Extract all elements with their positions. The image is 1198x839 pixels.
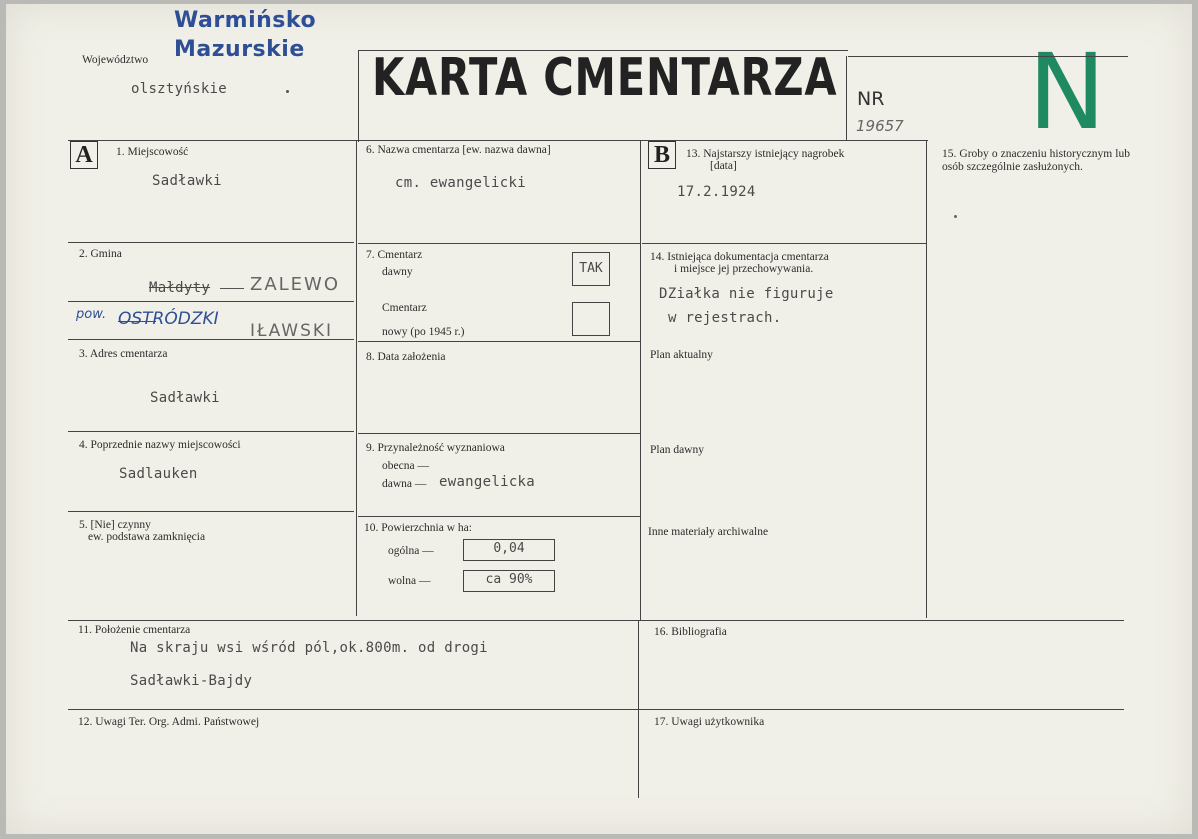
field-10-total-value: 0,04 [463, 539, 555, 561]
nr-label: NR [857, 88, 885, 110]
archives-label: Inne materiały archiwalne [648, 526, 769, 538]
field-9-former-label: dawna — [382, 478, 427, 490]
field-13-label-2: [data] [710, 160, 737, 172]
field-7-old-label: dawny [382, 266, 413, 278]
field-9-label: 9. Przynależność wyznaniowa [366, 442, 505, 454]
field-5-label: 5. [Nie] czynny [79, 519, 151, 531]
field-2-label: 2. Gmina [79, 248, 122, 260]
field-15-label: 15. Groby o znaczeniu historycznym lub osób szczególnie zasłużonych. [942, 148, 1130, 174]
field-2-typed-value: Małdyty [149, 280, 211, 296]
field-3-label: 3. Adres cmentarza [79, 348, 168, 360]
section-a-marker: A [70, 141, 98, 169]
voivodeship-value: olsztyńskie [131, 81, 228, 97]
field-7-new-label: Cmentarz [382, 302, 427, 314]
field-2-handwritten-value: ZALEWO [250, 274, 341, 295]
field-14-value-2: w rejestrach. [668, 310, 782, 326]
field-6-label: 6. Nazwa cmentarza [ew. nazwa dawna] [366, 144, 551, 156]
powiat-value: OSTRÓDZKI [118, 309, 219, 329]
stamp-line-2: Mazurskie [174, 37, 305, 62]
field-1-label: 1. Miejscowość [116, 146, 189, 158]
field-16-label: 16. Bibliografia [654, 626, 727, 638]
field-10-total-label: ogólna — [388, 545, 434, 557]
old-cemetery-checkbox[interactable]: TAK [572, 252, 610, 286]
voivodeship-label: Województwo [82, 54, 149, 66]
field-14-value: DZiałka nie figuruje [659, 286, 834, 302]
field-1-value: Sadławki [152, 173, 222, 189]
field-14-label-2: i miejsce jej przechowywania. [674, 263, 814, 275]
powiat-handwritten-value: IŁAWSKI [250, 321, 334, 341]
cemetery-card [6, 4, 1192, 834]
field-11-value: Na skraju wsi wśród pól,ok.800m. od drogi [130, 640, 488, 656]
field-17-label: 17. Uwagi użytkownika [654, 716, 765, 728]
field-10-label: 10. Powierzchnia w ha: [364, 522, 472, 534]
field-4-value: Sadlauken [119, 466, 198, 482]
field-14-label: 14. Istniejąca dokumentacja cmentarza [650, 251, 829, 263]
powiat-prefix: pow. [76, 307, 107, 322]
field-9-current-label: obecna — [382, 460, 429, 472]
field-8-label: 8. Data założenia [366, 351, 446, 363]
field-10-free-value: ca 90% [463, 570, 555, 592]
field-9-former-value: ewangelicka [439, 474, 536, 490]
nr-value: 19657 [856, 117, 904, 135]
category-letter-n: N [1028, 31, 1106, 153]
field-10-free-label: wolna — [388, 575, 431, 587]
field-3-value: Sadławki [150, 390, 220, 406]
field-5-label-2: ew. podstawa zamknięcia [88, 531, 206, 543]
field-11-value-2: Sadławki-Bajdy [130, 673, 253, 689]
field-11-label: 11. Położenie cmentarza [78, 624, 191, 636]
field-13-value: 17.2.1924 [677, 184, 756, 200]
dot-mark [286, 90, 289, 93]
section-b-marker: B [648, 141, 676, 169]
field-7-new-label-2: nowy (po 1945 r.) [382, 326, 465, 338]
card-title: KARTA CMENTARZA [372, 48, 838, 108]
field-7-label: 7. Cmentarz [366, 249, 423, 261]
field-13-label: 13. Najstarszy istniejący nagrobek [686, 148, 845, 160]
plan-current-label: Plan aktualny [650, 349, 713, 361]
field-6-value: cm. ewangelicki [395, 175, 526, 191]
stamp-line-1: Warmińsko [174, 8, 317, 33]
plan-former-label: Plan dawny [650, 444, 704, 456]
field-4-label: 4. Poprzednie nazwy miejscowości [79, 439, 241, 451]
field-12-label: 12. Uwagi Ter. Org. Admi. Państwowej [78, 716, 260, 728]
new-cemetery-checkbox[interactable] [572, 302, 610, 336]
